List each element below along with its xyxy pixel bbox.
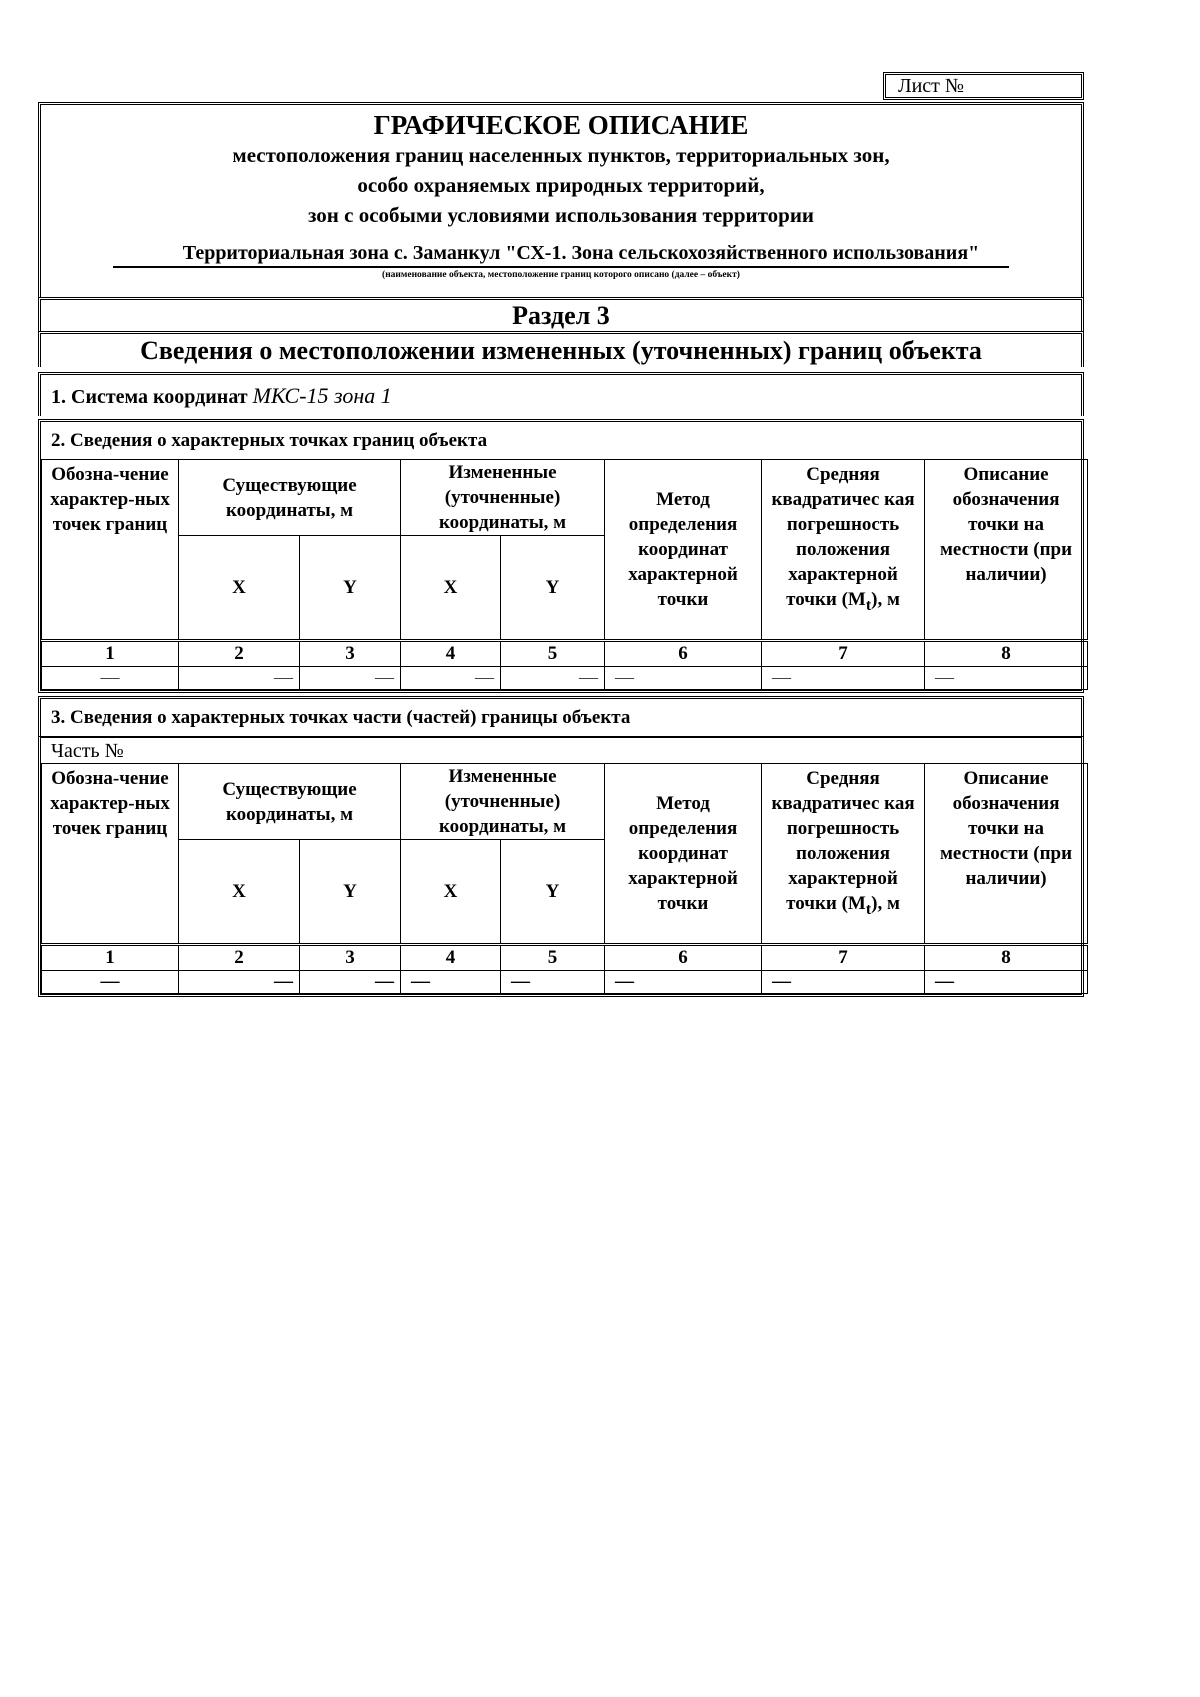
col-number: 6: [605, 641, 762, 667]
col-error-header: [762, 764, 925, 945]
col-number: 5: [501, 945, 605, 971]
col-existing-x: X: [179, 536, 300, 641]
section-name: Сведения о местоположении измененных (уточненных) границ объекта: [38, 331, 1084, 367]
col-error-unit: ), м: [871, 893, 900, 914]
col-number: 3: [300, 641, 401, 667]
part-number: Часть №: [38, 736, 1084, 763]
table-cell: —: [501, 971, 605, 994]
col-point-name-header: Обозна-чение характер-ных точек границ: [42, 764, 179, 945]
col-changed-y: Y: [501, 536, 605, 641]
col-number: 8: [925, 641, 1088, 667]
table-cell: —: [179, 667, 300, 690]
col-error-text: Средняя квадратичес кая погрешность положения характерной точки (M: [771, 464, 915, 610]
col-number: 7: [762, 641, 925, 667]
col-number: 8: [925, 945, 1088, 971]
col-number: 4: [401, 641, 501, 667]
col-description-header: Описание обозначения точки на местности (при наличии): [925, 764, 1088, 945]
col-changed-y: Y: [501, 840, 605, 945]
col-number: 6: [605, 945, 762, 971]
table-cell: —: [401, 667, 501, 690]
section-number: Раздел 3: [38, 297, 1084, 331]
col-changed-header: Измененные (уточненные) координаты, м: [401, 764, 605, 840]
document-title: ГРАФИЧЕСКОЕ ОПИСАНИЕ: [373, 110, 749, 140]
title-line-3: зон с особыми условиями использования территории: [307, 203, 815, 227]
col-number: 5: [501, 641, 605, 667]
table-cell: —: [300, 667, 401, 690]
title-block: [38, 102, 1084, 297]
col-number: 3: [300, 945, 401, 971]
col-error-sub: t: [865, 596, 872, 614]
object-name-hint: (наименование объекта, местоположение границ которого описано (далее – объект): [382, 270, 740, 280]
col-point-name-header: Обозна-чение характер-ных точек границ: [42, 460, 179, 641]
table-cell: —: [179, 971, 300, 994]
title-line-2: особо охраняемых природных территорий,: [357, 173, 765, 197]
coordinate-system-label: 1. Система координат: [51, 386, 248, 408]
col-existing-y: Y: [300, 840, 401, 945]
table-cell: —: [925, 667, 1088, 690]
col-method-header: Метод определения координат характерной точки: [605, 764, 762, 945]
table-cell: —: [762, 971, 925, 994]
table-cell: —: [605, 667, 762, 690]
block3-title: 3. Сведения о характерных точках части (частей) границы объекта: [38, 696, 1084, 736]
col-error-text: Средняя квадратичес кая погрешность положения характерной точки (M: [771, 768, 915, 914]
coordinate-system-row: [38, 372, 1084, 416]
title-line-1: местоположения границ населенных пунктов, территориальных зон,: [232, 143, 890, 167]
col-existing-header: Существующие координаты, м: [179, 460, 401, 536]
col-method-header: Метод определения координат характерной точки: [605, 460, 762, 641]
col-number: 7: [762, 945, 925, 971]
table-cell: —: [605, 971, 762, 994]
col-description-header: Описание обозначения точки на местности (при наличии): [925, 460, 1088, 641]
table-cell: —: [925, 971, 1088, 994]
table-cell: —: [42, 667, 179, 690]
object-name: Территориальная зона с. Заманкул "СХ-1. Зона сельскохозяйственного использования": [113, 241, 1010, 268]
col-error-sub: t: [865, 900, 872, 918]
block3-table: [41, 763, 1088, 994]
col-changed-x: X: [401, 840, 501, 945]
col-existing-x: X: [179, 840, 300, 945]
col-error-unit: ), м: [871, 589, 900, 610]
col-error-header: [762, 460, 925, 641]
col-number: 2: [179, 641, 300, 667]
block3-table-wrap: [38, 763, 1084, 997]
table-cell: —: [42, 971, 179, 994]
col-number: 2: [179, 945, 300, 971]
col-number: 1: [42, 641, 179, 667]
col-existing-header: Существующие координаты, м: [179, 764, 401, 840]
block2-title: 2. Сведения о характерных точках границ объекта: [38, 419, 1084, 459]
col-existing-y: Y: [300, 536, 401, 641]
table-cell: —: [762, 667, 925, 690]
table-cell: —: [501, 667, 605, 690]
block2-table-wrap: [38, 459, 1084, 693]
table-cell: —: [401, 971, 501, 994]
table-cell: —: [300, 971, 401, 994]
block2-table: [41, 459, 1088, 690]
coordinate-system-value: МКС-15 зона 1: [252, 383, 392, 408]
form-body: [38, 102, 1084, 997]
col-number: 4: [401, 945, 501, 971]
col-changed-x: X: [401, 536, 501, 641]
sheet-number-box: Лист №: [883, 72, 1084, 100]
col-number: 1: [42, 945, 179, 971]
col-changed-header: Измененные (уточненные) координаты, м: [401, 460, 605, 536]
